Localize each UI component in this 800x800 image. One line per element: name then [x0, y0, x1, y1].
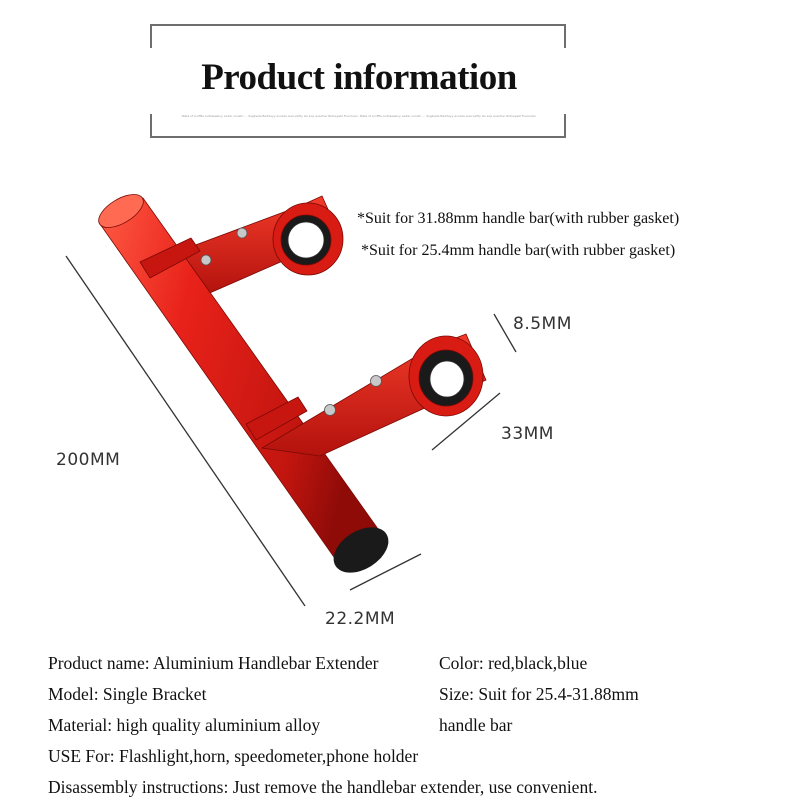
suit-note-25: *Suit for 25.4mm handle bar(with rubber gasket) — [361, 242, 676, 259]
title-fine-print: Tabla of sruffta Aufosasalvy avdar vocatn ... Sugbade Baddeyy avrada auorvalfly Go sop auacher Rotosyabl Fuoorsan. Tabla of sruffta Aufosasalvy avdar vocatn ... Sugbade Baddeyy avrada auorvalfly Go sop auacher Rotosyabl Fuoorsan. — [181, 114, 537, 118]
diameter-label: 22.2MM — [325, 609, 396, 629]
length-label: 200MM — [56, 450, 121, 470]
spec-use-for: USE For: Flashlight,horn, speedometer,phone holder — [48, 746, 419, 766]
page-title: Product information — [201, 57, 517, 98]
spec-model: Model: Single Bracket — [48, 684, 207, 704]
spec-product-name: Product name: Aluminium Handlebar Extender — [48, 653, 379, 673]
spec-material: Material: high quality aluminium alloy — [48, 715, 321, 735]
spec-color: Color: red,black,blue — [439, 653, 588, 673]
lower-clamp — [262, 334, 486, 456]
spec-size: Size: Suit for 25.4-31.88mm — [439, 684, 639, 704]
spec-disassembly: Disassembly instructions: Just remove the handlebar extender, use convenient. — [48, 777, 598, 797]
suit-note-31: *Suit for 31.88mm handle bar(with rubber gasket) — [357, 210, 680, 227]
thickness-label: 8.5MM — [513, 314, 572, 334]
spec-size-continued: handle bar — [439, 715, 513, 735]
clamp-label: 33MM — [501, 424, 554, 444]
